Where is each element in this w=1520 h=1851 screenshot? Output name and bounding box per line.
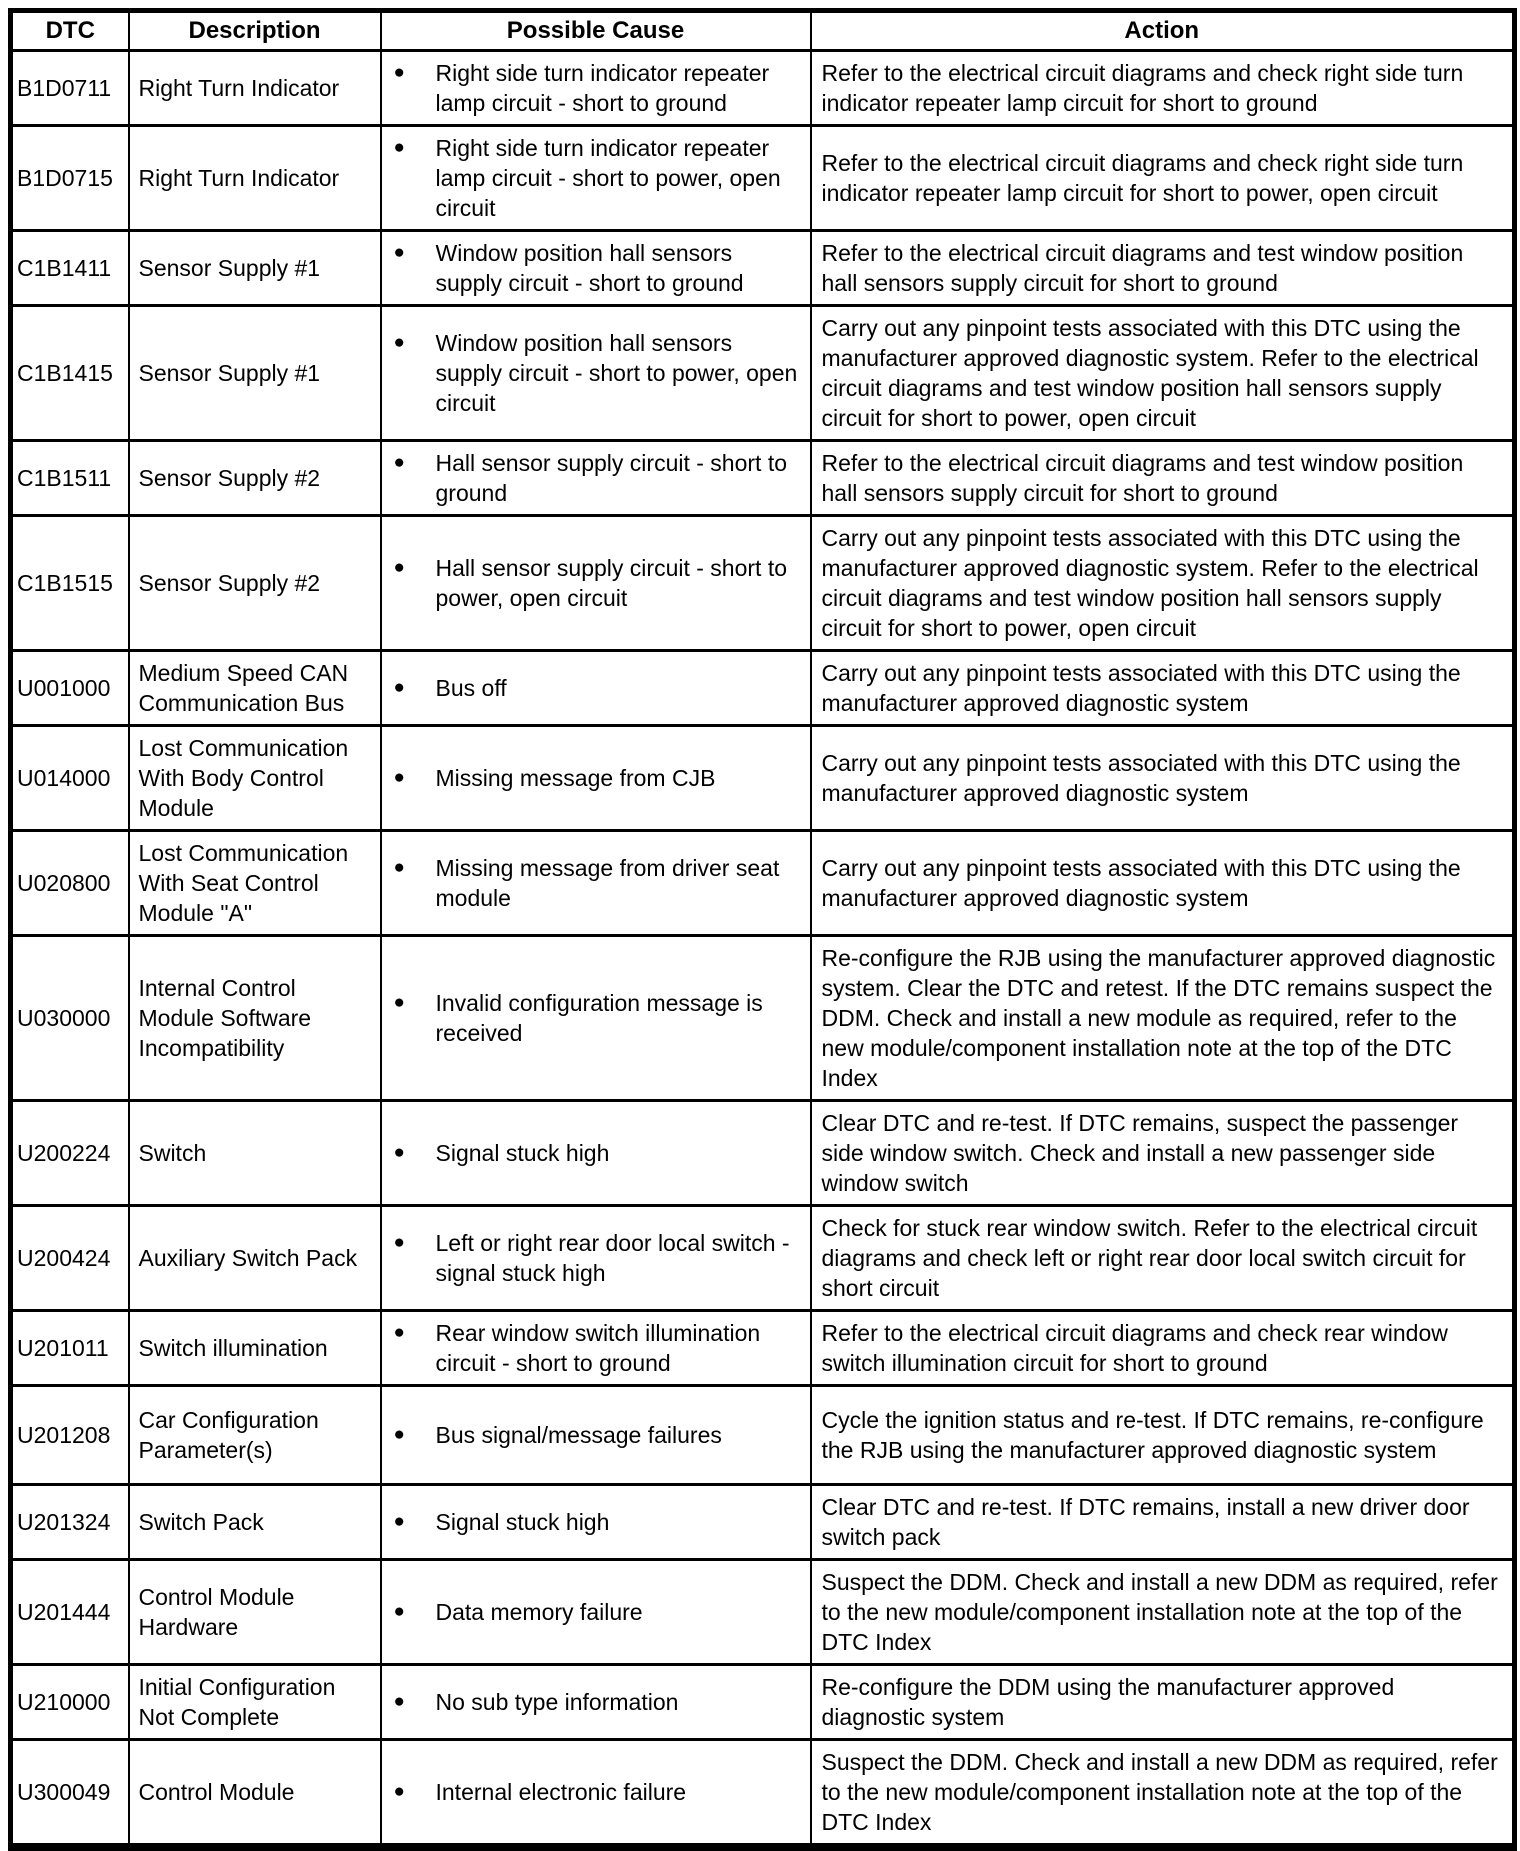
- cause-item: [394, 673, 804, 703]
- dtc-description: Control Module: [129, 1740, 381, 1848]
- action-text: Refer to the electrical circuit diagrams and test window position hall sensors supply circuit for short to ground: [811, 231, 1515, 306]
- cause-text: Rear window switch illumination circuit - short to ground: [435, 1320, 761, 1376]
- table-row: [11, 1560, 1515, 1665]
- cause-item: [394, 1138, 804, 1168]
- cause-item: [394, 1597, 804, 1627]
- cause-item: [394, 133, 804, 223]
- dtc-description: Right Turn Indicator: [129, 51, 381, 126]
- possible-cause-cell: [381, 1665, 811, 1740]
- dtc-code: U030000: [11, 936, 129, 1101]
- cause-text: Window position hall sensors supply circuit - short to power, open circuit: [435, 330, 798, 416]
- dtc-code: B1D0715: [11, 126, 129, 231]
- dtc-description: Right Turn Indicator: [129, 126, 381, 231]
- cause-item: [394, 553, 804, 613]
- dtc-description: Lost Communication With Body Control Module: [129, 726, 381, 831]
- cause-text: No sub type information: [435, 1689, 679, 1715]
- action-text: Refer to the electrical circuit diagrams and check right side turn indicator repeater lamp circuit for short to power, open circuit: [811, 126, 1515, 231]
- table-row: [11, 651, 1515, 726]
- dtc-description: Sensor Supply #2: [129, 516, 381, 651]
- possible-cause-cell: [381, 516, 811, 651]
- table-row: [11, 441, 1515, 516]
- table-row: [11, 126, 1515, 231]
- action-text: Cycle the ignition status and re-test. If DTC remains, re-configure the RJB using the manufacturer approved diagnostic system: [811, 1386, 1515, 1485]
- dtc-code: C1B1511: [11, 441, 129, 516]
- table-row: [11, 936, 1515, 1101]
- dtc-description: Switch Pack: [129, 1485, 381, 1560]
- bullet-icon: ●: [393, 1424, 405, 1445]
- dtc-code: C1B1415: [11, 306, 129, 441]
- cause-item: [394, 1318, 804, 1378]
- table-row: [11, 1740, 1515, 1848]
- action-text: Carry out any pinpoint tests associated with this DTC using the manufacturer approved diagnostic system. Refer to the electrical circuit diagrams and test window position hall sensors supply circuit for short to power, open circuit: [811, 516, 1515, 651]
- cause-text: Hall sensor supply circuit - short to power, open circuit: [435, 555, 788, 611]
- bullet-icon: ●: [393, 242, 405, 263]
- possible-cause-cell: [381, 1386, 811, 1485]
- possible-cause-cell: [381, 306, 811, 441]
- cause-item: [394, 1420, 804, 1450]
- dtc-description: Initial Configuration Not Complete: [129, 1665, 381, 1740]
- dtc-code: U014000: [11, 726, 129, 831]
- table-row: [11, 51, 1515, 126]
- dtc-description: Sensor Supply #2: [129, 441, 381, 516]
- dtc-description: Auxiliary Switch Pack: [129, 1206, 381, 1311]
- table-header: [11, 11, 1515, 51]
- dtc-description: Switch: [129, 1101, 381, 1206]
- action-text: Clear DTC and re-test. If DTC remains, suspect the passenger side window switch. Check and install a new passenger side window switch: [811, 1101, 1515, 1206]
- dtc-code: U210000: [11, 1665, 129, 1740]
- column-header-possible-cause: Possible Cause: [381, 11, 811, 51]
- action-text: Carry out any pinpoint tests associated with this DTC using the manufacturer approved diagnostic system. Refer to the electrical circuit diagrams and test window position hall sensors supply circuit for short to power, open circuit: [811, 306, 1515, 441]
- dtc-code: U020800: [11, 831, 129, 936]
- table-row: [11, 726, 1515, 831]
- action-text: Re-configure the DDM using the manufacturer approved diagnostic system: [811, 1665, 1515, 1740]
- dtc-code: U201444: [11, 1560, 129, 1665]
- possible-cause-cell: [381, 1206, 811, 1311]
- possible-cause-cell: [381, 1485, 811, 1560]
- cause-text: Signal stuck high: [435, 1140, 610, 1166]
- cause-text: Signal stuck high: [435, 1509, 610, 1535]
- possible-cause-cell: [381, 1311, 811, 1386]
- dtc-code: C1B1515: [11, 516, 129, 651]
- dtc-code: B1D0711: [11, 51, 129, 126]
- dtc-code: U001000: [11, 651, 129, 726]
- dtc-code: U200424: [11, 1206, 129, 1311]
- action-text: Refer to the electrical circuit diagrams and check right side turn indicator repeater lamp circuit for short to ground: [811, 51, 1515, 126]
- dtc-description: Medium Speed CAN Communication Bus: [129, 651, 381, 726]
- table-row: [11, 1101, 1515, 1206]
- possible-cause-cell: [381, 1560, 811, 1665]
- bullet-icon: ●: [393, 1322, 405, 1343]
- column-header-description: Description: [129, 11, 381, 51]
- bullet-icon: ●: [393, 557, 405, 578]
- possible-cause-cell: [381, 126, 811, 231]
- cause-text: Right side turn indicator repeater lamp circuit - short to power, open circuit: [435, 135, 781, 221]
- bullet-icon: ●: [393, 1781, 405, 1802]
- table-row: [11, 516, 1515, 651]
- table-row: [11, 1386, 1515, 1485]
- dtc-code: C1B1411: [11, 231, 129, 306]
- cause-text: Invalid configuration message is received: [435, 990, 763, 1046]
- bullet-icon: ●: [393, 452, 405, 473]
- table-row: [11, 1485, 1515, 1560]
- cause-text: Missing message from driver seat module: [435, 855, 780, 911]
- action-text: Suspect the DDM. Check and install a new DDM as required, refer to the new module/component installation note at the top of the DTC Index: [811, 1560, 1515, 1665]
- cause-item: [394, 853, 804, 913]
- bullet-icon: ●: [393, 677, 405, 698]
- possible-cause-cell: [381, 1101, 811, 1206]
- possible-cause-cell: [381, 231, 811, 306]
- cause-item: [394, 238, 804, 298]
- action-text: Clear DTC and re-test. If DTC remains, install a new driver door switch pack: [811, 1485, 1515, 1560]
- table-row: [11, 1206, 1515, 1311]
- dtc-code: U201011: [11, 1311, 129, 1386]
- table-row: [11, 1311, 1515, 1386]
- table-row: [11, 306, 1515, 441]
- cause-text: Internal electronic failure: [435, 1779, 687, 1805]
- bullet-icon: ●: [393, 1601, 405, 1622]
- cause-item: [394, 988, 804, 1048]
- cause-item: [394, 1228, 804, 1288]
- cause-text: Bus off: [435, 675, 507, 701]
- possible-cause-cell: [381, 936, 811, 1101]
- bullet-icon: ●: [393, 62, 405, 83]
- action-text: Carry out any pinpoint tests associated with this DTC using the manufacturer approved diagnostic system: [811, 726, 1515, 831]
- dtc-description: Sensor Supply #1: [129, 231, 381, 306]
- cause-text: Window position hall sensors supply circuit - short to ground: [435, 240, 744, 296]
- table-row: [11, 1665, 1515, 1740]
- cause-text: Right side turn indicator repeater lamp circuit - short to ground: [435, 60, 770, 116]
- cause-item: [394, 1777, 804, 1807]
- dtc-description: Lost Communication With Seat Control Module "A": [129, 831, 381, 936]
- cause-item: [394, 1507, 804, 1537]
- header-row: [11, 11, 1515, 51]
- dtc-description: Sensor Supply #1: [129, 306, 381, 441]
- table-row: [11, 231, 1515, 306]
- action-text: Refer to the electrical circuit diagrams and check rear window switch illumination circuit for short to ground: [811, 1311, 1515, 1386]
- action-text: Carry out any pinpoint tests associated with this DTC using the manufacturer approved diagnostic system: [811, 831, 1515, 936]
- cause-item: [394, 763, 804, 793]
- cause-item: [394, 448, 804, 508]
- table-row: [11, 831, 1515, 936]
- possible-cause-cell: [381, 1740, 811, 1848]
- possible-cause-cell: [381, 726, 811, 831]
- cause-text: Data memory failure: [435, 1599, 643, 1625]
- dtc-description: Switch illumination: [129, 1311, 381, 1386]
- column-header-action: Action: [811, 11, 1515, 51]
- action-text: Re-configure the RJB using the manufacturer approved diagnostic system. Clear the DTC and retest. If the DTC remains suspect the DDM. Check and install a new module as required, refer to the new module/component installation note at the top of the DTC Index: [811, 936, 1515, 1101]
- action-text: Refer to the electrical circuit diagrams and test window position hall sensors supply circuit for short to ground: [811, 441, 1515, 516]
- action-text: Suspect the DDM. Check and install a new DDM as required, refer to the new module/component installation note at the top of the DTC Index: [811, 1740, 1515, 1848]
- cause-text: Left or right rear door local switch - signal stuck high: [435, 1230, 790, 1286]
- action-text: Check for stuck rear window switch. Refer to the electrical circuit diagrams and check left or right rear door local switch circuit for short circuit: [811, 1206, 1515, 1311]
- dtc-description: Car Configuration Parameter(s): [129, 1386, 381, 1485]
- possible-cause-cell: [381, 441, 811, 516]
- cause-item: [394, 58, 804, 118]
- possible-cause-cell: [381, 51, 811, 126]
- dtc-code: U201324: [11, 1485, 129, 1560]
- dtc-description: Control Module Hardware: [129, 1560, 381, 1665]
- bullet-icon: ●: [393, 857, 405, 878]
- dtc-code: U200224: [11, 1101, 129, 1206]
- bullet-icon: ●: [393, 1142, 405, 1163]
- cause-text: Hall sensor supply circuit - short to ground: [435, 450, 788, 506]
- cause-text: Bus signal/message failures: [435, 1422, 722, 1448]
- bullet-icon: ●: [393, 332, 405, 353]
- cause-item: [394, 328, 804, 418]
- bullet-icon: ●: [393, 767, 405, 788]
- column-header-dtc: DTC: [11, 11, 129, 51]
- bullet-icon: ●: [393, 1511, 405, 1532]
- possible-cause-cell: [381, 831, 811, 936]
- possible-cause-cell: [381, 651, 811, 726]
- cause-item: [394, 1687, 804, 1717]
- cause-text: Missing message from CJB: [435, 765, 716, 791]
- bullet-icon: ●: [393, 137, 405, 158]
- bullet-icon: ●: [393, 1232, 405, 1253]
- dtc-code: U201208: [11, 1386, 129, 1485]
- dtc-code: U300049: [11, 1740, 129, 1848]
- bullet-icon: ●: [393, 992, 405, 1013]
- table-body: [11, 51, 1515, 1848]
- bullet-icon: ●: [393, 1691, 405, 1712]
- dtc-index-table: [8, 8, 1517, 1851]
- action-text: Carry out any pinpoint tests associated with this DTC using the manufacturer approved diagnostic system: [811, 651, 1515, 726]
- dtc-description: Internal Control Module Software Incompatibility: [129, 936, 381, 1101]
